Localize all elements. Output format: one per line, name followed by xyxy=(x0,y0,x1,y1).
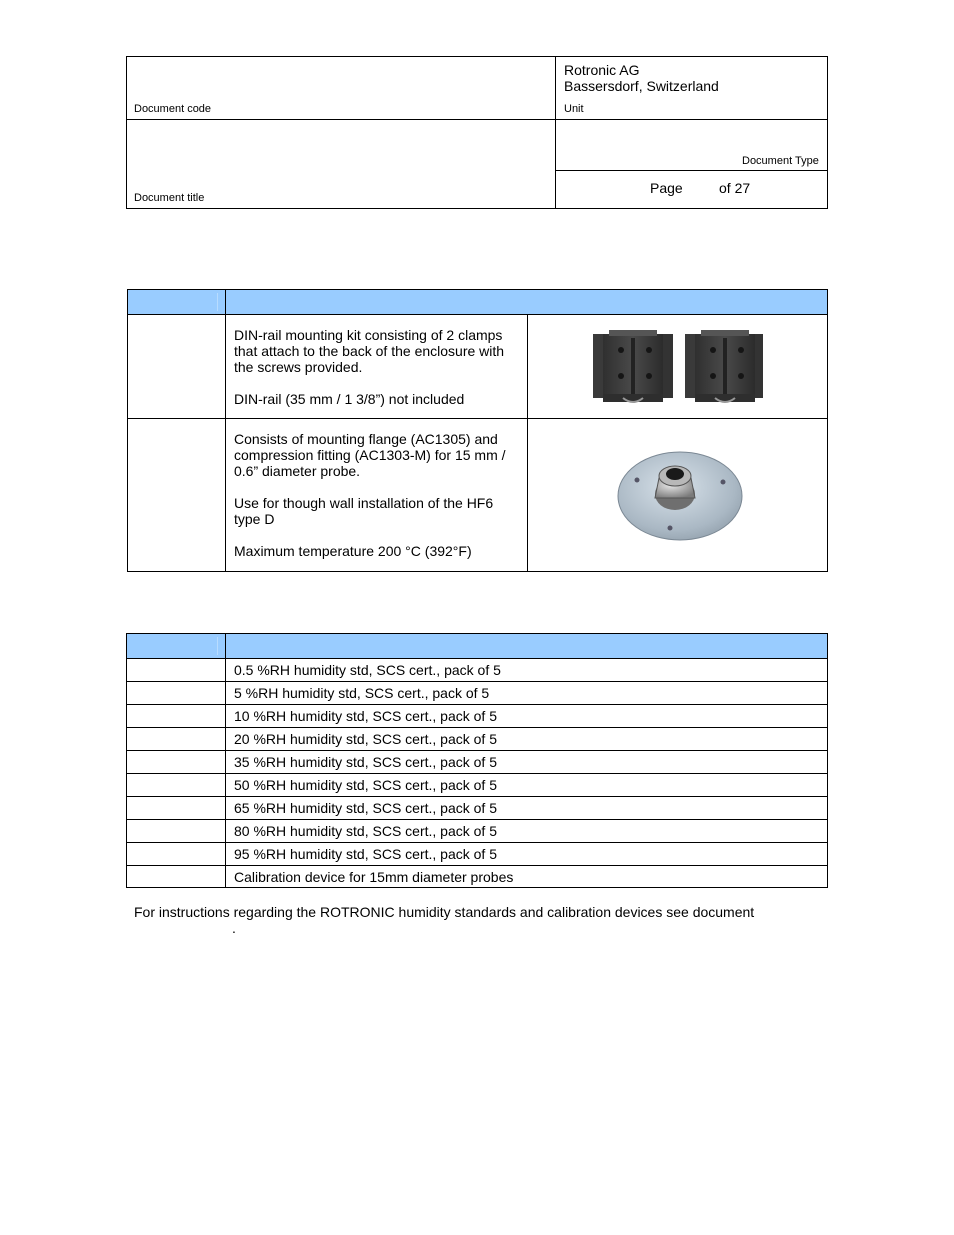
header-border-right xyxy=(827,56,828,209)
instructions-text: For instructions regarding the ROTRONIC humidity standards and calibration devices see document xyxy=(134,904,755,920)
header-divider-vertical xyxy=(555,56,556,209)
header-border-top xyxy=(126,56,828,57)
std-border-left xyxy=(126,633,127,888)
header-border-left xyxy=(126,56,127,209)
acc-border-right xyxy=(827,289,828,572)
acc-col-divider-1 xyxy=(225,289,226,572)
header-divider-right xyxy=(555,170,828,171)
table-row: 20 %RH humidity std, SCS cert., pack of 5 xyxy=(234,731,497,747)
document-title-label: Document title xyxy=(134,192,205,204)
header-border-bottom xyxy=(126,208,828,209)
table-row: 5 %RH humidity std, SCS cert., pack of 5 xyxy=(234,685,490,701)
table-row: Calibration device for 15mm diameter probes xyxy=(234,869,514,885)
table-row: 35 %RH humidity std, SCS cert., pack of 5 xyxy=(234,754,497,770)
page-of-count: of 27 xyxy=(719,180,751,196)
mounting-flange-icon xyxy=(615,448,745,548)
accessory-row-1-para-2: DIN-rail (35 mm / 1 3/8”) not included xyxy=(234,391,465,407)
company-location: Bassersdorf, Switzerland xyxy=(564,78,719,94)
page-label: Page xyxy=(650,180,683,196)
acc-border-header-bottom xyxy=(127,314,828,315)
standards-table-header xyxy=(127,634,827,658)
header-divider-middle xyxy=(126,119,828,120)
din-rail-clamps-icon xyxy=(593,328,763,413)
std-border-top xyxy=(126,633,828,634)
page-gap xyxy=(691,196,692,208)
table-row: 10 %RH humidity std, SCS cert., pack of 5 xyxy=(234,708,497,724)
header-cell-separator xyxy=(217,293,218,311)
table-row: 95 %RH humidity std, SCS cert., pack of 5 xyxy=(234,846,497,862)
std-border-right xyxy=(827,633,828,888)
standards-header-cell-separator xyxy=(217,637,218,655)
table-row: 50 %RH humidity std, SCS cert., pack of 5 xyxy=(234,777,497,793)
std-col-divider xyxy=(225,633,226,888)
company-name: Rotronic AG xyxy=(564,62,640,78)
accessories-table-header xyxy=(127,290,827,314)
unit-label: Unit xyxy=(564,103,584,115)
acc-border-row1-bottom xyxy=(127,418,828,419)
document-type-label: Document Type xyxy=(742,155,819,167)
accessory-row-1-para-1: DIN-rail mounting kit consisting of 2 clamps that attach to the back of the enclosure with the screws provided. xyxy=(234,327,505,375)
accessory-row-2-para-1: Consists of mounting flange (AC1305) and compression fitting (AC1303-M) for 15 mm / 0.6” diameter probe. xyxy=(234,431,506,479)
accessory-row-1-description xyxy=(234,327,519,407)
accessory-row-2-para-2: Use for though wall installation of the HF6 type D xyxy=(234,495,494,527)
instructions-period: . xyxy=(232,920,236,936)
document-code-label: Document code xyxy=(134,103,212,115)
table-row: 80 %RH humidity std, SCS cert., pack of 5 xyxy=(234,823,497,839)
acc-border-left xyxy=(127,289,128,572)
acc-col-divider-2 xyxy=(527,314,528,572)
acc-border-top xyxy=(127,289,828,290)
acc-border-bottom xyxy=(127,571,828,572)
accessory-row-2-para-3: Maximum temperature 200 °C (392°F) xyxy=(234,543,472,559)
accessory-row-2-description xyxy=(234,431,519,559)
table-row: 0.5 %RH humidity std, SCS cert., pack of 5 xyxy=(234,662,501,678)
table-row: 65 %RH humidity std, SCS cert., pack of 5 xyxy=(234,800,497,816)
